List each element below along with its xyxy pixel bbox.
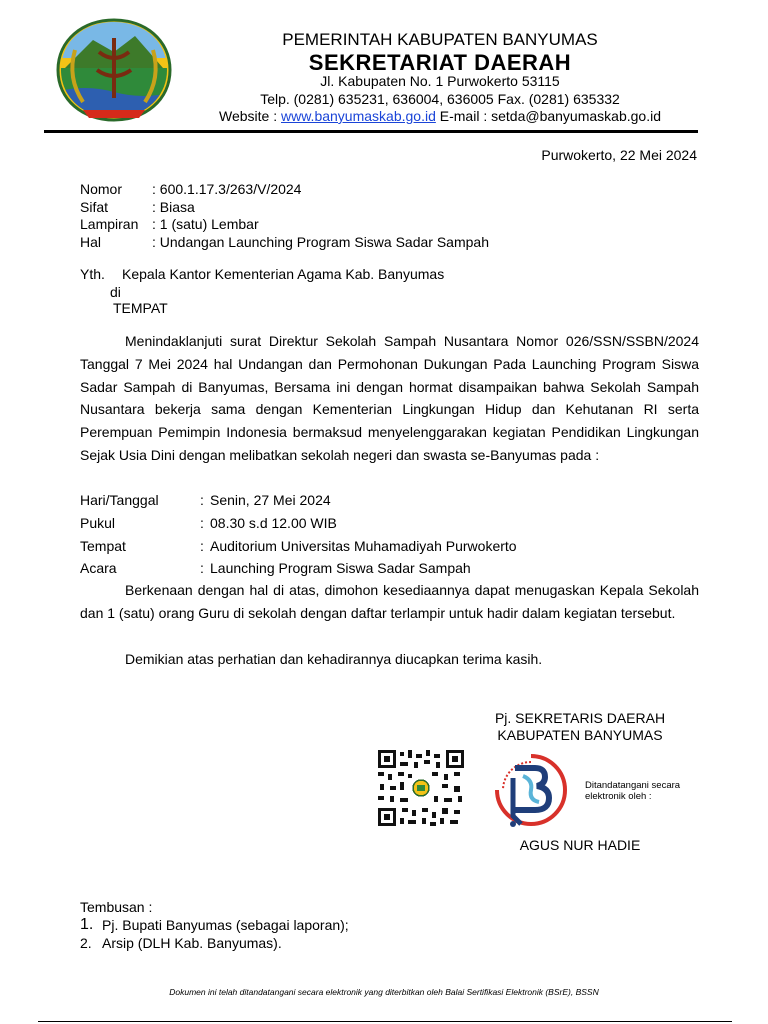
meta-row: [80, 234, 489, 252]
letterhead-address: Jl. Kabupaten No. 1 Purwokerto 53115: [320, 73, 560, 89]
detail-key: Tempat: [80, 537, 126, 554]
detail-colon: :: [200, 514, 204, 531]
detail-colon: :: [200, 492, 204, 508]
detail-row: [80, 535, 517, 558]
detail-key: Hari/Tanggal: [80, 492, 159, 508]
detail-value: Senin, 27 Mei 2024: [210, 492, 331, 508]
qr-code-icon: [378, 750, 464, 826]
meta-value: : 600.1.17.3/263/V/2024: [152, 181, 302, 197]
meta-value: : Biasa: [152, 198, 195, 215]
esign-note-line-2: elektronik oleh :: [585, 791, 652, 802]
meta-key: Nomor: [80, 181, 123, 197]
bsre-logo-icon: [485, 750, 577, 828]
letter-meta: [80, 181, 489, 251]
letterhead-phone: Telp. (0281) 635231, 636004, 636005 Fax. (0281) 635332: [260, 91, 620, 107]
detail-value: Auditorium Universitas Muhamadiyah Purwokerto: [210, 537, 517, 554]
website-label: Website :: [219, 108, 281, 124]
addressee-yth: Yth.: [80, 266, 105, 282]
detail-key: Pukul: [80, 514, 116, 531]
tembusan-item: [80, 916, 349, 934]
footer-divider: [38, 1021, 732, 1022]
letterhead-contact: [190, 108, 690, 124]
detail-colon: :: [200, 537, 204, 554]
tembusan-item: [80, 934, 282, 952]
esign-note-line-1: Ditandatangani secara: [585, 780, 681, 791]
website-link[interactable]: www.banyumaskab.go.id: [281, 108, 436, 124]
meta-value: : 1 (satu) Lembar: [152, 216, 259, 232]
letter-date: Purwokerto, 22 Mei 2024: [541, 147, 697, 163]
addressee-di: di: [110, 284, 121, 300]
body-paragraph-2: Berkenaan dengan hal di atas, dimohon kesediaannya dapat menugaskan Kepala Sekolah dan 1 (satu) orang Guru di sekolah dengan daftar terlampir untuk hadir dalam kegiatan tersebut.: [80, 582, 699, 621]
body-paragraph-1: Menindaklanjuti surat Direktur Sekolah Sampah Nusantara Nomor 026/SSN/SSBN/2024 Tanggal 7 Mei 2024 hal Undangan dan Permohonan Dukungan Pada Launching Program Siswa Sadar Sampah di Banyumas, Bersama ini dengan hormat disampaikan bahwa Sekolah Sampah Nusantara bekerja sama dengan Kementerian Lingkungan Hidup dan Kehutanan RI serta Perempuan Pemimpin Indonesia bermaksud menyelenggarakan kegiatan Pendidikan Lingkungan Sejak Usia Dini dengan melibatkan sekolah negeri dan swasta se-Banyumas pada :: [80, 333, 699, 463]
email-text: E-mail : setda@banyumaskab.go.id: [435, 108, 661, 124]
meta-row: [80, 199, 489, 217]
tembusan-item-text: Pj. Bupati Banyumas (sebagai laporan);: [102, 917, 349, 933]
detail-value: 08.30 s.d 12.00 WIB: [210, 514, 337, 531]
addressee-name: Kepala Kantor Kementerian Agama Kab. Banyumas: [122, 266, 445, 282]
tembusan-item-text: Arsip (DLH Kab. Banyumas).: [102, 935, 282, 951]
body-paragraph-3: Demikian atas perhatian dan kehadirannya diucapkan terima kasih.: [125, 651, 543, 667]
signatory-name: AGUS NUR HADIE: [519, 837, 641, 853]
detail-row: [80, 557, 517, 580]
detail-key: Acara: [80, 560, 117, 577]
meta-row: [80, 181, 489, 199]
letterhead-line1: PEMERINTAH KABUPATEN BANYUMAS: [282, 30, 598, 49]
signature-title-2: KABUPATEN BANYUMAS: [497, 727, 663, 743]
detail-row: [80, 512, 517, 535]
detail-value: Launching Program Siswa Sadar Sampah: [210, 560, 471, 577]
footer-note: Dokumen ini telah ditandatangani secara elektronik yang diterbitkan oleh Balai Sertifikasi Elektronik (BSrE), BSSN: [169, 987, 599, 997]
meta-value: : Undangan Launching Program Siswa Sadar Sampah: [152, 233, 489, 250]
meta-key: Lampiran: [80, 216, 139, 232]
signature-title-1: Pj. SEKRETARIS DAERAH: [494, 710, 666, 726]
detail-row: [80, 489, 517, 512]
tembusan-title: Tembusan :: [80, 899, 153, 915]
banyumas-coat-of-arms-icon: [55, 18, 173, 122]
event-details: [80, 489, 517, 580]
tembusan-item-number: 2.: [80, 935, 92, 951]
meta-row: [80, 216, 489, 234]
meta-key: Hal: [80, 233, 102, 250]
detail-colon: :: [200, 560, 204, 577]
addressee-tempat: TEMPAT: [113, 300, 168, 316]
meta-key: Sifat: [80, 198, 109, 215]
letterhead-title: SEKRETARIAT DAERAH: [308, 50, 572, 75]
letterhead-divider: [44, 130, 698, 133]
esign-note: [585, 780, 680, 802]
tembusan-item-number: 1.: [80, 916, 94, 933]
